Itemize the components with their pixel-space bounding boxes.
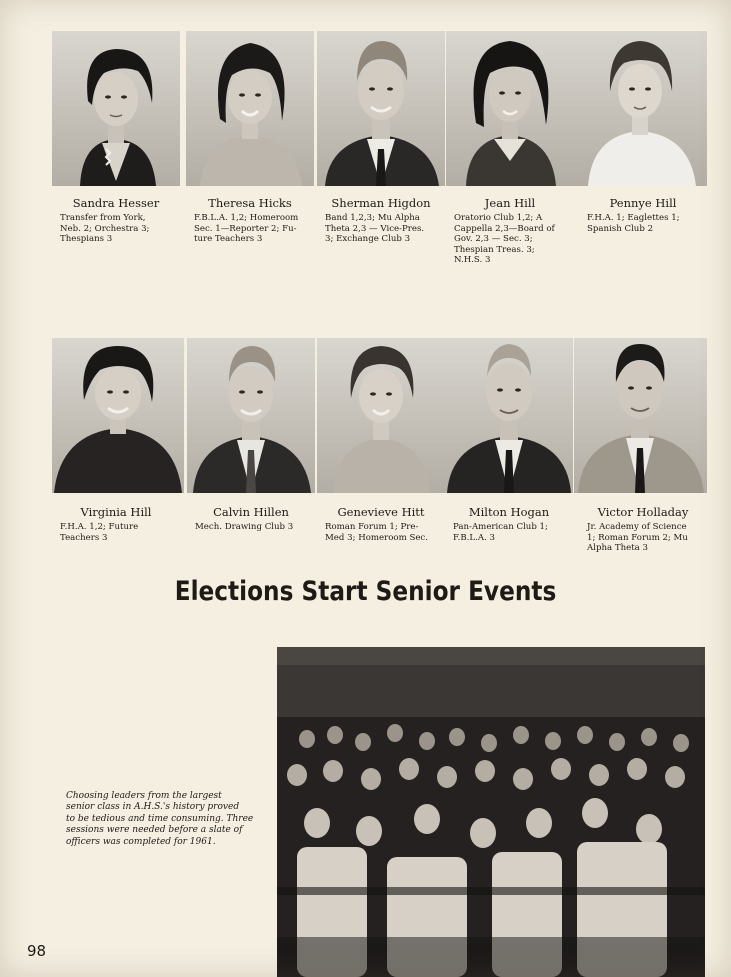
student-info — [186, 196, 314, 245]
student-name: Calvin Hillen — [213, 505, 289, 519]
student-activities: Pan-American Club 1; F.B.L.A. 3 — [453, 522, 548, 543]
portrait-photo — [186, 31, 314, 186]
portrait-photo — [445, 338, 573, 493]
student-info — [579, 505, 707, 554]
student-name: Theresa Hicks — [208, 196, 292, 210]
portrait-photo — [317, 31, 445, 186]
portrait-photo — [574, 338, 707, 493]
student-info — [52, 505, 180, 543]
portrait-photo — [52, 338, 184, 493]
page-number: 98 — [27, 942, 47, 960]
portrait-photo — [574, 31, 707, 186]
auditorium-photo — [277, 647, 705, 977]
student-info — [446, 196, 574, 266]
student-name: Victor Holladay — [597, 505, 689, 519]
student-name: Milton Hogan — [468, 505, 550, 519]
student-activities: Transfer from York, Neb. 2; Orchestra 3; Thespians 3 — [60, 213, 150, 245]
portrait-photo — [317, 338, 445, 493]
student-activities: Mech. Drawing Club 3 — [195, 522, 294, 532]
portrait-photo — [187, 338, 315, 493]
student-info — [317, 196, 445, 245]
section-headline: Elections Start Senior Events — [174, 576, 557, 607]
student-activities: Band 1,2,3; Mu Alpha Theta 2,3 — Vice-Pres. 3; Exchange Club 3 — [325, 213, 425, 245]
student-info — [52, 196, 180, 245]
student-activities: Oratorio Club 1,2; A Cappella 2,3—Board of Gov. 2,3 — Sec. 3; Thespian Treas. 3; N.H.S. 3 — [454, 213, 555, 266]
student-activities: Jr. Academy of Science 1; Roman Forum 2; Mu Alpha Theta 3 — [587, 522, 688, 554]
student-info — [317, 505, 445, 543]
student-name: Sherman Higdon — [331, 196, 431, 210]
student-activities: Roman Forum 1; Pre- Med 3; Homeroom Sec. — [325, 522, 428, 543]
portrait-photo — [52, 31, 180, 186]
student-name: Jean Hill — [484, 196, 536, 210]
student-name: Sandra Hesser — [72, 196, 160, 210]
student-activities: F.H.A. 1; Eaglettes 1; Spanish Club 2 — [587, 213, 680, 234]
student-activities: F.B.L.A. 1,2; Homeroom Sec. 1—Reporter 2; Fu- ture Teachers 3 — [194, 213, 299, 245]
student-name: Genevieve Hitt — [337, 505, 425, 519]
student-info — [187, 505, 315, 533]
student-name: Virginia Hill — [80, 505, 152, 519]
student-activities: F.H.A. 1,2; Future Teachers 3 — [60, 522, 139, 543]
photo-caption: Choosing leaders from the largest senior class in A.H.S.'s history proved to be tedious and time consuming. Three sessions were needed before a slate of officers was completed for 1961. — [66, 791, 254, 847]
student-info — [445, 505, 573, 543]
student-name: Pennye Hill — [609, 196, 677, 210]
student-info — [579, 196, 707, 234]
portrait-photo — [446, 31, 574, 186]
